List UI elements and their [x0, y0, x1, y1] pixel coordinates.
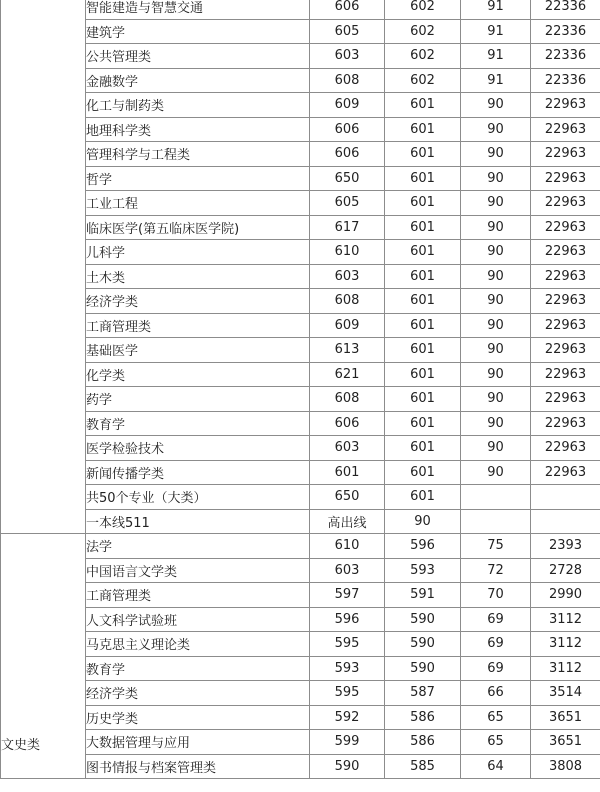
min-score: 587 — [385, 681, 461, 706]
max-score: 603 — [310, 44, 385, 69]
table-row — [1, 19, 600, 44]
major-name: 教育学 — [86, 411, 310, 436]
min-rank: 22963 — [531, 387, 600, 412]
min-score: 590 — [385, 632, 461, 657]
max-score: 650 — [310, 485, 385, 510]
major-name: 智能建造与智慧交通 — [86, 0, 310, 19]
summary-row — [1, 485, 600, 510]
major-name: 哲学 — [86, 166, 310, 191]
min-rank: 22963 — [531, 240, 600, 265]
min-rank: 22963 — [531, 289, 600, 314]
major-name: 经济学类 — [86, 681, 310, 706]
max-score: 608 — [310, 289, 385, 314]
table-row — [1, 460, 600, 485]
major-name: 工商管理类 — [86, 583, 310, 608]
max-score: 609 — [310, 313, 385, 338]
table-row — [1, 313, 600, 338]
score-over-line: 91 — [461, 68, 531, 93]
min-score: 602 — [385, 68, 461, 93]
major-name: 公共管理类 — [86, 44, 310, 69]
min-score: 90 — [385, 509, 461, 534]
major-name: 人文科学试验班 — [86, 607, 310, 632]
min-score: 601 — [385, 338, 461, 363]
min-score: 601 — [385, 387, 461, 412]
min-score: 602 — [385, 44, 461, 69]
table-row — [1, 264, 600, 289]
score-over-line: 90 — [461, 240, 531, 265]
table-row — [1, 583, 600, 608]
major-name: 金融数学 — [86, 68, 310, 93]
table-row — [1, 705, 600, 730]
table-row — [1, 558, 600, 583]
score-over-line: 90 — [461, 191, 531, 216]
score-over-line — [461, 509, 531, 534]
score-over-line: 90 — [461, 166, 531, 191]
min-score: 590 — [385, 607, 461, 632]
min-rank: 3514 — [531, 681, 600, 706]
table-row — [1, 215, 600, 240]
score-over-line: 64 — [461, 754, 531, 779]
major-name: 工商管理类 — [86, 313, 310, 338]
min-score: 602 — [385, 0, 461, 19]
table-row — [1, 117, 600, 142]
major-name: 大数据管理与应用 — [86, 730, 310, 755]
min-rank: 22963 — [531, 338, 600, 363]
min-rank: 22963 — [531, 313, 600, 338]
max-score: 595 — [310, 632, 385, 657]
score-over-line: 90 — [461, 411, 531, 436]
major-name: 基础医学 — [86, 338, 310, 363]
min-score: 601 — [385, 313, 461, 338]
min-score: 591 — [385, 583, 461, 608]
min-score: 601 — [385, 117, 461, 142]
min-rank: 22963 — [531, 166, 600, 191]
major-name: 化工与制药类 — [86, 93, 310, 118]
min-score: 601 — [385, 411, 461, 436]
min-score: 601 — [385, 240, 461, 265]
min-rank: 3651 — [531, 730, 600, 755]
max-score: 高出线 — [310, 509, 385, 534]
max-score: 606 — [310, 411, 385, 436]
min-rank: 22963 — [531, 142, 600, 167]
major-name: 地理科学类 — [86, 117, 310, 142]
min-score: 590 — [385, 656, 461, 681]
max-score: 608 — [310, 68, 385, 93]
max-score: 601 — [310, 460, 385, 485]
major-name: 一本线511 — [86, 509, 310, 534]
max-score: 613 — [310, 338, 385, 363]
min-score: 586 — [385, 705, 461, 730]
liberal-arts-section — [1, 534, 600, 779]
score-over-line: 90 — [461, 142, 531, 167]
table-row — [1, 362, 600, 387]
score-over-line: 69 — [461, 632, 531, 657]
min-rank: 3808 — [531, 754, 600, 779]
table-row — [1, 44, 600, 69]
min-rank: 2990 — [531, 583, 600, 608]
major-name: 工业工程 — [86, 191, 310, 216]
major-name: 新闻传播学类 — [86, 460, 310, 485]
table-row — [1, 681, 600, 706]
major-name: 临床医学(第五临床医学院) — [86, 215, 310, 240]
max-score: 606 — [310, 117, 385, 142]
score-over-line: 69 — [461, 656, 531, 681]
min-rank: 3112 — [531, 607, 600, 632]
min-score: 586 — [385, 730, 461, 755]
table-row — [1, 338, 600, 363]
min-rank: 22963 — [531, 191, 600, 216]
score-over-line: 75 — [461, 534, 531, 559]
max-score: 603 — [310, 558, 385, 583]
min-rank: 22336 — [531, 68, 600, 93]
max-score: 596 — [310, 607, 385, 632]
table-row — [1, 534, 600, 559]
min-score: 601 — [385, 264, 461, 289]
score-over-line: 90 — [461, 387, 531, 412]
max-score: 599 — [310, 730, 385, 755]
table-row — [1, 632, 600, 657]
min-rank: 22963 — [531, 117, 600, 142]
table-row — [1, 289, 600, 314]
major-name: 儿科学 — [86, 240, 310, 265]
min-rank: 2393 — [531, 534, 600, 559]
table-row — [1, 387, 600, 412]
table-row — [1, 656, 600, 681]
max-score: 605 — [310, 19, 385, 44]
major-name: 药学 — [86, 387, 310, 412]
table-row — [1, 191, 600, 216]
min-score: 596 — [385, 534, 461, 559]
min-rank — [531, 485, 600, 510]
score-over-line: 90 — [461, 436, 531, 461]
major-name: 共50个专业（大类） — [86, 485, 310, 510]
score-over-line: 72 — [461, 558, 531, 583]
min-score: 601 — [385, 191, 461, 216]
score-over-line: 91 — [461, 44, 531, 69]
major-name: 历史学类 — [86, 705, 310, 730]
score-over-line: 69 — [461, 607, 531, 632]
min-score: 601 — [385, 362, 461, 387]
major-name: 土木类 — [86, 264, 310, 289]
category-cell: 文史类 — [1, 534, 86, 779]
min-rank: 22336 — [531, 19, 600, 44]
min-score: 601 — [385, 289, 461, 314]
category-cell — [1, 0, 86, 534]
table-row — [1, 166, 600, 191]
major-name: 马克思主义理论类 — [86, 632, 310, 657]
max-score: 590 — [310, 754, 385, 779]
min-rank: 22963 — [531, 93, 600, 118]
score-over-line: 65 — [461, 730, 531, 755]
score-over-line: 90 — [461, 313, 531, 338]
max-score: 593 — [310, 656, 385, 681]
table-row — [1, 730, 600, 755]
table-row — [1, 607, 600, 632]
min-rank: 22963 — [531, 460, 600, 485]
score-over-line: 90 — [461, 215, 531, 240]
major-name: 中国语言文学类 — [86, 558, 310, 583]
min-rank: 22963 — [531, 215, 600, 240]
min-score: 601 — [385, 460, 461, 485]
major-name: 图书情报与档案管理类 — [86, 754, 310, 779]
max-score: 603 — [310, 264, 385, 289]
min-rank: 22963 — [531, 436, 600, 461]
score-over-line: 90 — [461, 338, 531, 363]
max-score: 610 — [310, 534, 385, 559]
max-score: 621 — [310, 362, 385, 387]
min-rank: 22963 — [531, 362, 600, 387]
min-score: 601 — [385, 436, 461, 461]
major-name: 建筑学 — [86, 19, 310, 44]
major-name: 化学类 — [86, 362, 310, 387]
max-score: 606 — [310, 0, 385, 19]
max-score: 592 — [310, 705, 385, 730]
table-row — [1, 411, 600, 436]
score-over-line: 91 — [461, 0, 531, 19]
cutline-row — [1, 509, 600, 534]
score-over-line: 65 — [461, 705, 531, 730]
max-score: 595 — [310, 681, 385, 706]
max-score: 609 — [310, 93, 385, 118]
max-score: 603 — [310, 436, 385, 461]
score-over-line — [461, 485, 531, 510]
min-rank: 2728 — [531, 558, 600, 583]
score-over-line: 66 — [461, 681, 531, 706]
major-name: 经济学类 — [86, 289, 310, 314]
min-rank — [531, 509, 600, 534]
major-name: 医学检验技术 — [86, 436, 310, 461]
max-score: 605 — [310, 191, 385, 216]
major-name: 教育学 — [86, 656, 310, 681]
table-row — [1, 754, 600, 779]
min-score: 593 — [385, 558, 461, 583]
science-section — [1, 0, 600, 534]
max-score: 597 — [310, 583, 385, 608]
max-score: 617 — [310, 215, 385, 240]
table-row — [1, 436, 600, 461]
min-rank: 22963 — [531, 264, 600, 289]
score-over-line: 90 — [461, 264, 531, 289]
min-score: 601 — [385, 166, 461, 191]
table-row — [1, 142, 600, 167]
min-rank: 22963 — [531, 411, 600, 436]
max-score: 608 — [310, 387, 385, 412]
table-row — [1, 0, 600, 19]
score-over-line: 70 — [461, 583, 531, 608]
min-score: 601 — [385, 142, 461, 167]
major-name: 管理科学与工程类 — [86, 142, 310, 167]
score-over-line: 90 — [461, 117, 531, 142]
score-over-line: 90 — [461, 362, 531, 387]
table-row — [1, 93, 600, 118]
min-rank: 22336 — [531, 44, 600, 69]
min-score: 602 — [385, 19, 461, 44]
max-score: 650 — [310, 166, 385, 191]
min-score: 601 — [385, 215, 461, 240]
score-over-line: 90 — [461, 460, 531, 485]
table-row — [1, 68, 600, 93]
min-score: 585 — [385, 754, 461, 779]
score-over-line: 90 — [461, 289, 531, 314]
min-rank: 22336 — [531, 0, 600, 19]
min-rank: 3651 — [531, 705, 600, 730]
min-rank: 3112 — [531, 632, 600, 657]
max-score: 610 — [310, 240, 385, 265]
max-score: 606 — [310, 142, 385, 167]
min-score: 601 — [385, 93, 461, 118]
table-row — [1, 240, 600, 265]
score-over-line: 90 — [461, 93, 531, 118]
min-rank: 3112 — [531, 656, 600, 681]
min-score: 601 — [385, 485, 461, 510]
major-name: 法学 — [86, 534, 310, 559]
score-over-line: 91 — [461, 19, 531, 44]
